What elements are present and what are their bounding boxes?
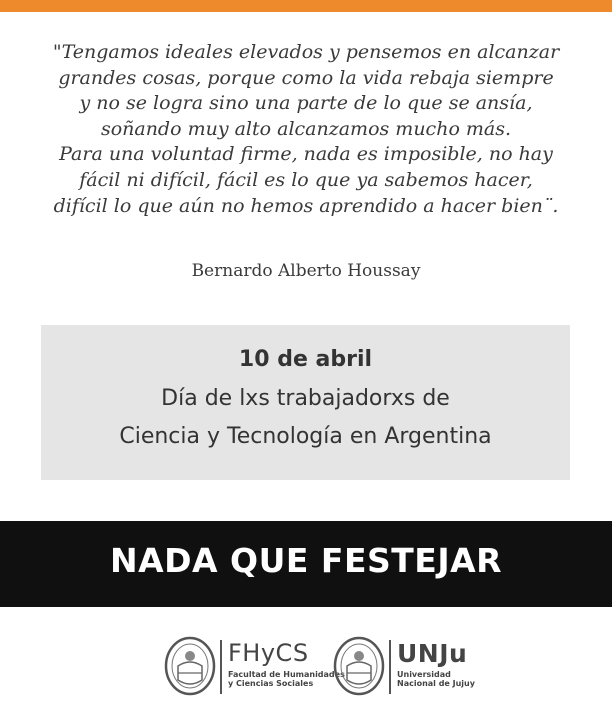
university-seal-icon: [333, 636, 385, 696]
logo-divider: [220, 640, 222, 694]
quote-line: Para una voluntad firme, nada es imposible, no hay: [59, 143, 553, 166]
quote-author: Bernardo Alberto Houssay: [191, 261, 421, 281]
institution-logos: [0, 630, 612, 710]
quote-line: y no se logra sino una parte de lo que se ansía,: [79, 92, 533, 115]
logo-divider: [389, 640, 391, 694]
top-accent-bar: [0, 0, 612, 12]
commemoration-line-1: Día de lxs trabajadorxs de: [161, 386, 450, 411]
commemoration-date: 10 de abril: [238, 347, 373, 372]
commemoration-box: [41, 325, 570, 480]
unju-subtitle-1: Universidad: [397, 670, 451, 679]
commemoration-line-2: Ciencia y Tecnología en Argentina: [119, 424, 492, 449]
fhycs-subtitle-2: y Ciencias Sociales: [228, 679, 314, 688]
quote-line: soñando muy alto alcanzamos mucho más.: [100, 117, 512, 140]
unju-subtitle-2: Nacional de Jujuy: [397, 679, 475, 688]
quote-line: fácil ni difícil, fácil es lo que ya sabemos hacer,: [79, 168, 533, 191]
university-seal-icon: [164, 636, 216, 696]
unju-name: UNJu: [397, 639, 468, 668]
quote-block: [40, 40, 572, 219]
slogan-band: [0, 521, 612, 607]
quote-line: "Tengamos ideales elevados y pensemos en alcanzar: [52, 41, 560, 63]
fhycs-name: FHyCS: [228, 639, 309, 667]
fhycs-subtitle-1: Facultad de Humanidades: [228, 670, 345, 679]
quote-line: difícil lo que aún no hemos aprendido a hacer bien¨.: [53, 194, 559, 217]
quote-line: grandes cosas, porque como la vida rebaja siempre: [58, 66, 554, 89]
slogan-text: NADA QUE FESTEJAR: [109, 541, 503, 580]
